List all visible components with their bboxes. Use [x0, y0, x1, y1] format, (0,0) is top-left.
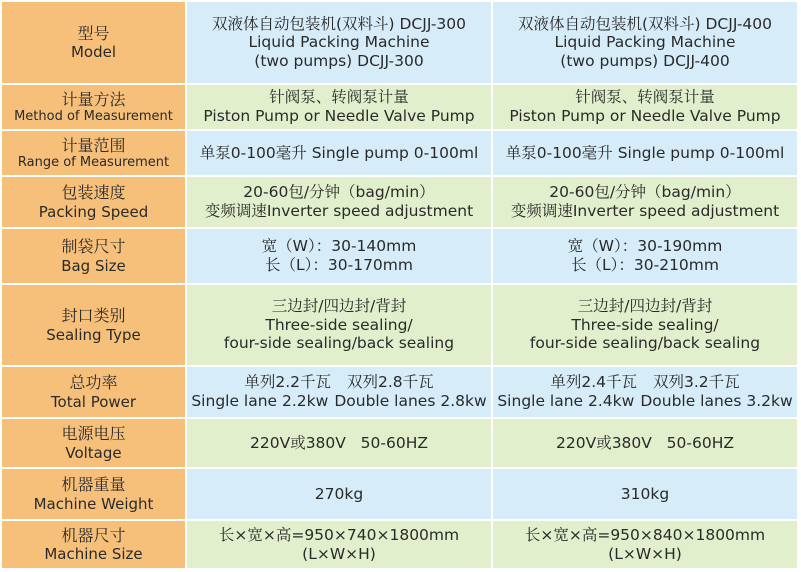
table-row [2, 177, 799, 229]
row-label [2, 419, 187, 469]
value-line: four-side sealing/back sealing [529, 334, 761, 353]
table-row [2, 285, 799, 367]
table-row [2, 2, 799, 85]
row-label [2, 367, 187, 419]
value-line: Liquid Packing Machine [248, 33, 430, 52]
value-line: 长×宽×高=950×840×1800mm [524, 525, 766, 544]
label-zh: 封口类别 [61, 306, 126, 326]
value-line: 双液体自动包装机(双料斗) DCJJ-400 [517, 14, 773, 33]
value-dcjj-400 [493, 469, 799, 521]
label-en: Sealing Type [46, 325, 141, 344]
label-en: Machine Weight [33, 494, 154, 513]
label-zh: 计量方法 [61, 89, 126, 109]
label-zh: 制袋尺寸 [61, 237, 126, 257]
value-line [495, 373, 795, 392]
row-label [2, 521, 187, 570]
double-lanes-zh: 双列2.8千瓦 [347, 373, 434, 392]
value-line: (L×W×H) [608, 544, 682, 563]
label-zh: 包装速度 [61, 183, 126, 203]
value-line: 三边封/四边封/背封 [271, 297, 407, 316]
value-line: four-side sealing/back sealing [223, 334, 455, 353]
value-line [189, 373, 489, 392]
value-line: 单泵0-100毫升 Single pump 0-100ml [505, 143, 785, 162]
value-line: (two pumps) DCJJ-400 [560, 51, 730, 70]
value-dcjj-400 [493, 367, 799, 419]
value-dcjj-400 [493, 521, 799, 570]
label-en: Voltage [65, 443, 122, 462]
double-lanes-zh: 双列3.2千瓦 [653, 373, 740, 392]
double-lanes-en: Double lanes 3.2kw [640, 392, 793, 410]
value-line: 变频调速Inverter speed adjustment [204, 202, 474, 220]
table-row [2, 419, 799, 469]
value-line: 单泵0-100毫升 Single pump 0-100ml [199, 143, 479, 162]
value-line: 长（L）：30-210mm [571, 256, 719, 274]
label-zh: 总功率 [69, 373, 118, 393]
value-dcjj-400 [493, 419, 799, 469]
value-dcjj-300 [187, 177, 493, 229]
value-line: Piston Pump or Needle Valve Pump [203, 107, 475, 125]
single-lane-en: Single lane 2.4kw [497, 392, 635, 410]
label-zh: 电源电压 [61, 424, 126, 444]
value-dcjj-300 [187, 521, 493, 570]
label-zh: 型号 [77, 23, 110, 43]
value-line: Three-side sealing/ [571, 315, 719, 334]
single-lane-zh: 单列2.2千瓦 [244, 373, 331, 392]
value-dcjj-300 [187, 85, 493, 131]
label-zh: 机器尺寸 [61, 525, 126, 545]
label-zh: 计量范围 [61, 135, 126, 155]
row-label [2, 285, 187, 367]
value-dcjj-300 [187, 419, 493, 469]
table-row [2, 85, 799, 131]
label-zh: 机器重量 [61, 475, 126, 495]
single-lane-zh: 单列2.4千瓦 [550, 373, 637, 392]
value-line: 长×宽×高=950×740×1800mm [218, 525, 460, 544]
label-en: Machine Size [44, 545, 143, 564]
value-line: 针阀泵、转阀泵计量 [269, 88, 409, 107]
value-line: 20-60包/分钟（bag/min） [243, 183, 435, 202]
value-dcjj-400 [493, 131, 799, 177]
value-dcjj-300 [187, 131, 493, 177]
row-label [2, 131, 187, 177]
value-line: 20-60包/分钟（bag/min） [549, 183, 741, 202]
value-dcjj-300 [187, 285, 493, 367]
value-line: (two pumps) DCJJ-300 [254, 51, 424, 70]
value-line [189, 392, 489, 411]
row-label [2, 177, 187, 229]
value-line: Liquid Packing Machine [554, 33, 736, 52]
table-row [2, 367, 799, 419]
value-line: Three-side sealing/ [265, 315, 413, 334]
value-dcjj-400 [493, 285, 799, 367]
value-line: 长（L）：30-170mm [265, 256, 413, 274]
value-dcjj-400 [493, 85, 799, 131]
value-dcjj-300 [187, 469, 493, 521]
table-row [2, 131, 799, 177]
value-line: 针阀泵、转阀泵计量 [575, 88, 715, 107]
value-line: 双液体自动包装机(双料斗) DCJJ-300 [211, 14, 467, 33]
value-line: (L×W×H) [302, 544, 376, 563]
table-row [2, 229, 799, 285]
value-line: 220V或380V 50-60HZ [556, 433, 734, 452]
value-line: Piston Pump or Needle Valve Pump [509, 107, 781, 125]
row-label [2, 469, 187, 521]
value-dcjj-300 [187, 2, 493, 85]
label-en: Model [70, 43, 117, 62]
value-line: 三边封/四边封/背封 [577, 297, 713, 316]
double-lanes-en: Double lanes 2.8kw [334, 392, 487, 410]
value-dcjj-300 [187, 367, 493, 419]
value-line: 宽（W）：30-140mm [261, 237, 417, 256]
value-line: 220V或380V 50-60HZ [250, 433, 428, 452]
label-en: Packing Speed [38, 202, 149, 221]
value-dcjj-400 [493, 177, 799, 229]
label-en: Total Power [50, 392, 137, 411]
table-row [2, 469, 799, 521]
label-en: Method of Measurement [14, 108, 173, 124]
row-label [2, 229, 187, 285]
single-lane-en: Single lane 2.2kw [191, 392, 329, 410]
value-line [495, 392, 795, 411]
value-dcjj-400 [493, 229, 799, 285]
value-line: 宽（W）：30-190mm [567, 237, 723, 256]
value-line: 310kg [620, 484, 670, 503]
value-dcjj-300 [187, 229, 493, 285]
value-line: 变频调速Inverter speed adjustment [510, 202, 780, 220]
label-en: Bag Size [61, 256, 126, 275]
value-line: 270kg [314, 484, 364, 503]
row-label [2, 85, 187, 131]
row-label [2, 2, 187, 85]
label-en: Range of Measurement [17, 154, 170, 170]
value-dcjj-400 [493, 2, 799, 85]
table-row [2, 521, 799, 570]
spec-table [2, 2, 799, 570]
